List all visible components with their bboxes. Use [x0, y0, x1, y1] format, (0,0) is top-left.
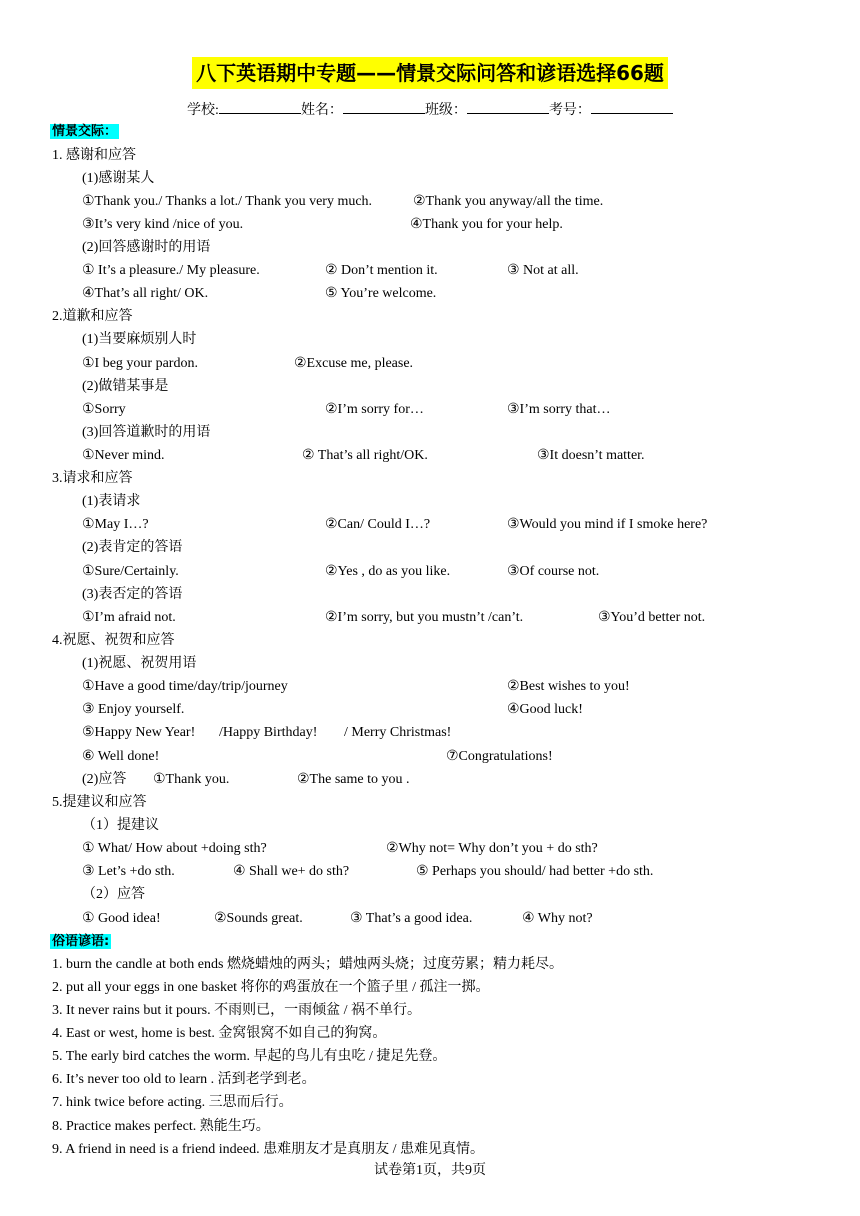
phrase: ④Thank you for your help. — [410, 217, 563, 232]
s5-sub1: （1）提建议 — [82, 818, 159, 833]
phrase: ①Thank you. — [153, 772, 230, 787]
phrase: ②Best wishes to you! — [507, 679, 630, 694]
proverb-item: 9. A friend in need is a friend indeed. 患难朋友才是真朋友 / 患难见真情。 — [52, 1142, 484, 1157]
s3-sub2: (2)表肯定的答语 — [82, 540, 183, 555]
phrase: ⑤Happy New Year! — [82, 725, 196, 740]
page-title: 八下英语期中专题——情景交际问答和谚语选择66题 — [192, 57, 668, 89]
phrase: ③ Not at all. — [507, 263, 579, 278]
number-blank[interactable] — [591, 99, 673, 114]
proverb-item: 5. The early bird catches the worm. 早起的鸟儿有虫吃 / 捷足先登。 — [52, 1049, 447, 1064]
phrase: ②Yes , do as you like. — [325, 564, 451, 579]
phrase: ② That’s all right/OK. — [302, 448, 428, 463]
proverb-item: 2. put all your eggs in one basket 将你的鸡蛋放在一个篮子里 / 孤注一掷。 — [52, 980, 490, 995]
phrase: ①I beg your pardon. — [82, 356, 198, 371]
phrase: ②I’m sorry, but you mustn’t /can’t. — [325, 610, 524, 625]
s2-sub1: (1)当要麻烦别人时 — [82, 332, 197, 347]
phrase: ⑦Congratulations! — [446, 749, 553, 764]
phrase: ④That’s all right/ OK. — [82, 286, 209, 301]
phrase: ⑤ Perhaps you should/ had better +do sth. — [416, 864, 654, 879]
phrase: ③I’m sorry that… — [507, 402, 611, 417]
s3-sub3: (3)表否定的答语 — [82, 587, 183, 602]
s3-title: 3.请求和应答 — [52, 471, 133, 486]
phrase: ②Sounds great. — [214, 911, 303, 926]
phrase: ③It doesn’t matter. — [537, 448, 645, 463]
phrase: ①I’m afraid not. — [82, 610, 176, 625]
name-label: 姓名： — [300, 103, 343, 118]
s2-sub3: (3)回答道歉时的用语 — [82, 425, 211, 440]
phrase: ②Thank you anyway/all the time. — [413, 194, 604, 209]
phrase: ②I’m sorry for… — [325, 402, 424, 417]
phrase: ③ Let’s +do sth. — [82, 864, 175, 879]
phrase: ①Have a good time/day/trip/journey — [82, 679, 288, 694]
phrase: ④Good luck! — [507, 702, 583, 717]
phrase: ⑥ Well done! — [82, 749, 160, 764]
class-blank[interactable] — [467, 99, 549, 114]
phrase: ③ Enjoy yourself. — [82, 702, 185, 717]
phrase: ②Can/ Could I…? — [325, 517, 431, 532]
phrase: ①Never mind. — [82, 448, 165, 463]
phrase: ③It’s very kind /nice of you. — [82, 217, 244, 232]
phrase: ②Why not= Why don’t you + do sth? — [386, 841, 598, 856]
s4-sub1: (1)祝愿、祝贺用语 — [82, 656, 197, 671]
s5-title: 5.提建议和应答 — [52, 795, 147, 810]
school-label: 学校: — [187, 103, 219, 118]
number-label: 考号： — [548, 103, 591, 118]
section-heading-situational-text: 情景交际： — [52, 124, 118, 139]
s5-sub2: （2）应答 — [82, 887, 145, 902]
phrase: ③ That’s a good idea. — [350, 911, 473, 926]
phrase: ①Sure/Certainly. — [82, 564, 179, 579]
s1-title: 1. 感谢和应答 — [52, 148, 136, 163]
s2-title: 2.道歉和应答 — [52, 309, 133, 324]
school-blank[interactable] — [219, 99, 301, 114]
title-wrap — [0, 57, 860, 89]
proverb-item: 3. It never rains but it pours. 不雨则已，一雨倾盆 / 祸不单行。 — [52, 1003, 422, 1018]
student-info-line — [0, 99, 860, 119]
phrase: ①Sorry — [82, 402, 126, 417]
phrase: ①May I…? — [82, 517, 149, 532]
proverb-item: 8. Practice makes perfect. 熟能生巧。 — [52, 1119, 270, 1134]
phrase: ⑤ You’re welcome. — [325, 286, 437, 301]
proverb-item: 4. East or west, home is best. 金窝银窝不如自己的狗窝。 — [52, 1026, 387, 1041]
s3-sub1: (1)表请求 — [82, 494, 141, 509]
phrase: ① Good idea! — [82, 911, 161, 926]
proverb-item: 6. It’s never too old to learn . 活到老学到老。 — [52, 1072, 316, 1087]
s1-sub2: (2)回答感谢时的用语 — [82, 240, 211, 255]
phrase: ① It’s a pleasure./ My pleasure. — [82, 263, 260, 278]
phrase: ① What/ How about +doing sth? — [82, 841, 267, 856]
phrase: / Merry Christmas! — [344, 725, 452, 740]
section-heading-situational — [50, 123, 119, 141]
s2-sub2: (2)做错某事是 — [82, 379, 169, 394]
phrase: ②Excuse me, please. — [294, 356, 414, 371]
section-heading-proverbs — [50, 933, 111, 951]
page-footer: 试卷第1页，共9页 — [374, 1163, 486, 1178]
phrase: ①Thank you./ Thanks a lot./ Thank you very much. — [82, 194, 373, 209]
phrase: ② Don’t mention it. — [325, 263, 438, 278]
proverb-item: 7. hink twice before acting. 三思而后行。 — [52, 1095, 293, 1110]
phrase: (2)应答 — [82, 772, 127, 787]
phrase: ④ Shall we+ do sth? — [233, 864, 350, 879]
phrase: ③Would you mind if I smoke here? — [507, 517, 708, 532]
s4-title: 4.祝愿、祝贺和应答 — [52, 633, 175, 648]
section-heading-proverbs-text: 俗语谚语: — [52, 934, 110, 949]
proverb-item: 1. burn the candle at both ends 燃烧蜡烛的两头；蜡烛两头烧；过度劳累；精力耗尽。 — [52, 957, 563, 972]
phrase: ④ Why not? — [522, 911, 593, 926]
class-label: 班级： — [424, 103, 467, 118]
name-blank[interactable] — [343, 99, 425, 114]
phrase: ③You’d better not. — [598, 610, 706, 625]
s1-sub1: (1)感谢某人 — [82, 171, 155, 186]
phrase: /Happy Birthday! — [219, 725, 318, 740]
phrase: ③Of course not. — [507, 564, 600, 579]
phrase: ②The same to you . — [297, 772, 410, 787]
